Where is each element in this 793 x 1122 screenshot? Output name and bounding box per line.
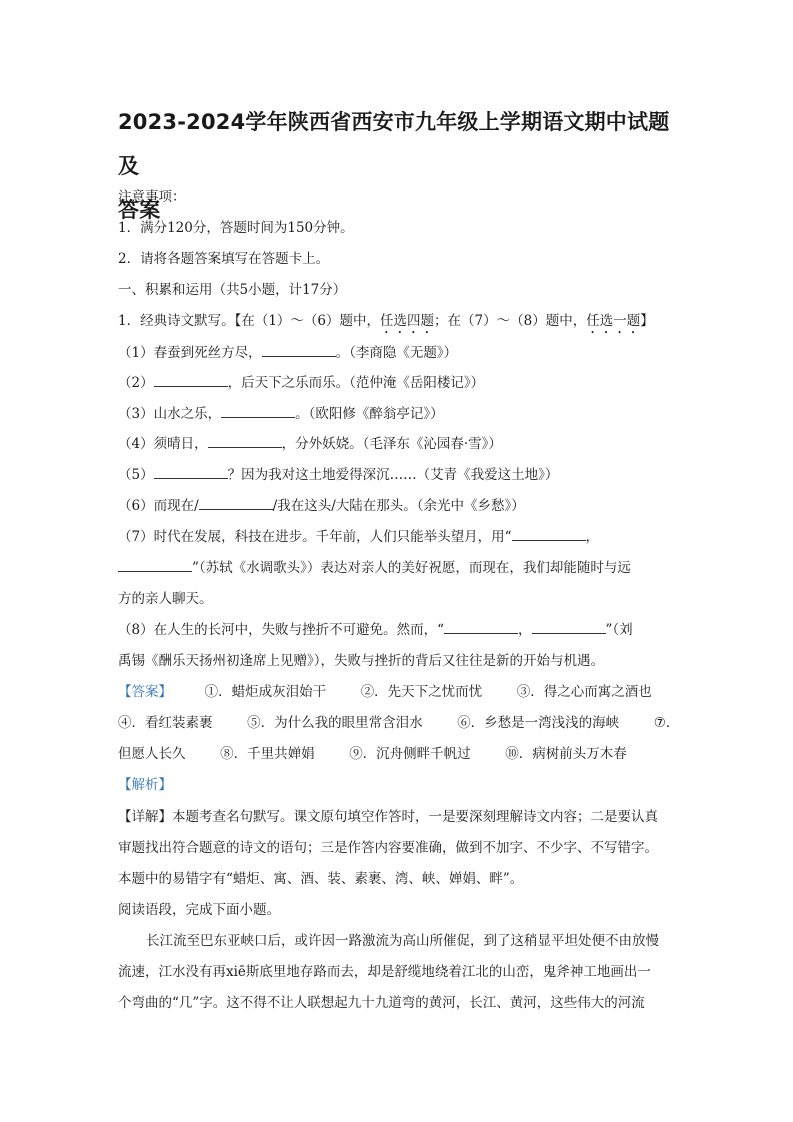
title-line-1: 2023-2024学年陕西省西安市九年级上学期语文期中试题及 — [118, 110, 670, 178]
item-1 — [118, 343, 457, 363]
item-3-prefix: （3）山水之乐， — [118, 406, 222, 422]
q1-end-text: 】 — [640, 313, 654, 329]
item-2-prefix: （2） — [118, 375, 154, 391]
answer-2: ②．先天下之忧而忧 — [360, 684, 483, 700]
answer-8: ⑧．千里共婵娟 — [220, 746, 315, 762]
item-7-suffix: ”（苏轼《水调歌头》）表达对亲人的美好祝愿，而现在，我们却能随时与远 — [192, 560, 631, 576]
passage-line-1: 长江流至巴东亚峡口后，或许因一路激流为高山所催促，到了这稍显平坦处便不由放慢 — [146, 933, 659, 949]
item-6 — [118, 496, 525, 516]
answers-line-3 — [118, 744, 627, 764]
item-5-suffix: ？因为我对这土地爱得深沉……（艾青《我爱这土地》） — [227, 467, 559, 483]
item-4 — [118, 434, 502, 454]
notice-heading: 注意事项： — [118, 189, 186, 205]
detail-line-2: 审题找出符合题意的诗文的语句；三是作答内容要准确，做到不加字、不少字、不写错字。 — [118, 840, 658, 856]
answer-blank[interactable] — [118, 558, 192, 572]
item-4-suffix: ，分外妖娆。（毛泽东《沁园春·雪》） — [281, 436, 502, 452]
answer-blank[interactable] — [512, 527, 586, 541]
item-8-prefix: （8）在人生的长河中，失败与挫折不可避免。然而，“ — [118, 622, 444, 638]
answer-blank[interactable] — [199, 496, 273, 510]
notice-2: 2．请将各题答案填写在答题卡上。 — [118, 251, 330, 267]
item-4-prefix: （4）须晴日， — [118, 436, 208, 452]
item-7-line-3: 方的亲人聊天。 — [118, 591, 213, 607]
item-6-prefix: （6）而现在/ — [118, 498, 199, 514]
item-5 — [118, 465, 558, 485]
answer-blank[interactable] — [221, 404, 295, 418]
item-8-suffix: ”（刘 — [605, 622, 633, 638]
q1-emphasis-1: 任选四题 — [380, 313, 435, 329]
item-1-prefix: （1）春蚕到死丝方尽， — [118, 345, 262, 361]
answers-line-2 — [118, 713, 686, 733]
q1-emphasis-2: 任选一题 — [586, 313, 641, 329]
section-heading: 一、积累和运用（共5小题，计17分） — [118, 282, 347, 298]
answer-10: ⑩．病树前头万木春 — [505, 746, 627, 762]
detail-line-1: 【详解】本题考查名句默写。课文原句填空作答时，一是要深刻理解诗文内容；二是要认真 — [118, 809, 658, 825]
detail-line-3: 本题中的易错字有“蜡炬、寓、酒、装、素裹、湾、峡、婵娟、畔”。 — [118, 871, 524, 887]
answer-9: ⑨．沉舟侧畔千帆过 — [349, 746, 471, 762]
item-2-suffix: ，后天下之乐而乐。（范仲淹《岳阳楼记》） — [227, 375, 485, 391]
passage-line-3: 个弯曲的“几”字。这不得不让人联想起九十九道弯的黄河，长江、黄河，这些伟大的河流 — [118, 995, 645, 1011]
answer-1: ①．蜡炬成灰泪始干 — [204, 684, 327, 700]
question-1-intro — [118, 311, 654, 337]
answer-3: ③．得之心而寓之酒也 — [516, 684, 652, 700]
answer-blank[interactable] — [262, 343, 336, 357]
q1-intro-text: 1．经典诗文默写。【在（1）～（6）题中， — [118, 313, 381, 329]
document-title — [118, 100, 686, 232]
item-7-prefix: （7）时代在发展，科技在进步。千年前，人们只能举头望月，用“ — [118, 529, 512, 545]
item-1-suffix: 。（李商隐《无题》） — [335, 345, 458, 361]
item-3 — [118, 404, 444, 424]
item-8-comma: ， — [518, 622, 532, 638]
q1-mid-text: ；在（7）～（8）题中， — [434, 313, 587, 329]
item-5-prefix: （5） — [118, 467, 154, 483]
analysis-label: 【解析】 — [118, 777, 172, 793]
item-8-line-2: 禹锡《酬乐天扬州初逢席上见赠》），失败与挫折的背后又往往是新的开始与机遇。 — [118, 653, 604, 669]
answer-5: ⑤．为什么我的眼里常含泪水 — [247, 715, 423, 731]
answer-blank[interactable] — [154, 465, 228, 479]
item-3-suffix: 。（欧阳修《醉翁亭记》） — [295, 406, 444, 422]
answer-7: 但愿人长久 — [118, 746, 186, 762]
answer-6: ⑥．乡愁是一湾浅浅的海峡 — [457, 715, 620, 731]
notice-1: 1．满分120分，答题时间为150分钟。 — [118, 220, 354, 236]
answer-4: ④．看红装素裹 — [118, 715, 213, 731]
answer-blank[interactable] — [532, 620, 606, 634]
reading-intro: 阅读语段，完成下面小题。 — [118, 902, 280, 918]
item-8-line-1 — [118, 620, 633, 640]
answer-blank[interactable] — [444, 620, 518, 634]
answer-blank[interactable] — [208, 434, 282, 448]
item-2 — [118, 373, 484, 393]
item-7-line-2 — [118, 558, 631, 578]
answers-line-1 — [118, 682, 686, 702]
item-7-comma: ， — [585, 529, 599, 545]
answer-blank[interactable] — [154, 373, 228, 387]
answer-label: 【答案】 — [118, 684, 172, 700]
answer-7-number: ⑦． — [653, 715, 680, 731]
title-line-2: 答案 — [118, 198, 161, 222]
item-7-line-1 — [118, 527, 599, 547]
passage-line-2: 流速，江水没有再xiē斯底里地存路而去，却是舒缆地绕着江北的山峦，鬼斧神工地画出一 — [118, 964, 651, 980]
item-6-suffix: /我在这头/大陆在那头。（余光中《乡愁》） — [272, 498, 525, 514]
